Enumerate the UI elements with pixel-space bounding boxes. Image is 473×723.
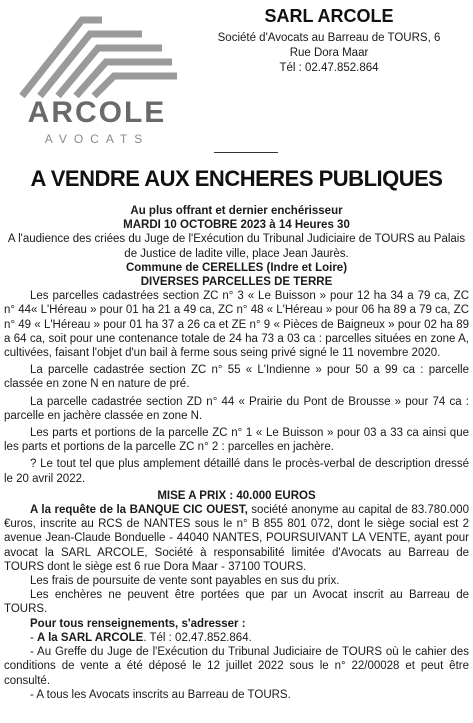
parcels-paragraph-4: Les parts et portions de la parcelle ZC n° 1 « Le Buisson » pour 03 a 33 ca ainsi que les parts et portions de la parcelle ZC n° 2 : parcelles en jachère. [4, 427, 469, 454]
info-item-lawyers: - A tous les Avocats inscrits au Barreau de TOURS. [30, 688, 291, 701]
request-details: société anonyme au capital de 83.780.000 €uros, inscrite au RCS de NANTES sous le n° B 855 801 072, dont le siège social est 2 avenue Jean-Claude Bonduelle - 44040 NANTES, POURSUIVANT LA VENTE, ayant pour avocat la SARL ARCOLE, Société à responsabilité limitée d'Avocats au Barreau de TOURS dont le siège est 6 rue Dora Maar - 37100 TOURS. [4, 504, 469, 573]
fees-paragraph: Les frais de poursuite de vente sont payables en sus du prix. [30, 575, 340, 588]
arcole-logo-mark [12, 8, 182, 98]
bids-paragraph: Les enchères ne peuvent être portées que par un Avocat inscrit au Barreau de TOURS. [4, 589, 469, 616]
notice-body [4, 204, 469, 702]
firm-phone: Tél : 02.47.852.864 [279, 62, 379, 74]
parcels-paragraph-2: La parcelle cadastrée section ZC n° 55 « L'Indienne » pour 50 a 99 ca : parcelle classée en zone N en nature de pré. [4, 364, 469, 391]
auction-venue: A l'audience des criées du Juge de l'Exécution du Tribunal Judiciaire de TOURS au Palais de Justice de ladite ville, place Jean Jaurès. [7, 233, 466, 260]
request-paragraph [4, 503, 469, 574]
notice-title: A VENDRE AUX ENCHERES PUBLIQUES [30, 166, 443, 191]
requesting-party: A la requête de la BANQUE CIC OUEST, [30, 504, 248, 517]
info-item-firm-phone: . Tél : 02.47.852.864. [143, 631, 252, 644]
parcels-paragraph-3: La parcelle cadastrée section ZD n° 44 « Prairie du Pont de Brousse » pour 74 ca : parcelle en jachère classée en zone N. [4, 395, 469, 422]
info-heading: Pour tous renseignements, s'adresser : [30, 617, 246, 630]
parcels-paragraph-5: ? Le tout tel que plus amplement détaillé dans le procès-verbal de description dressé le 20 avril 2022. [4, 458, 469, 485]
logo-wordmark: ARCOLE [27, 96, 167, 129]
firm-name: SARL ARCOLE [264, 6, 394, 26]
parcels-heading: DIVERSES PARCELLES DE TERRE [140, 276, 333, 289]
firm-address: Rue Dora Maar [289, 47, 369, 59]
info-item-firm [4, 631, 469, 645]
auction-date: MARDI 10 OCTOBRE 2023 à 14 Heures 30 [123, 219, 350, 232]
parcels-paragraph-1: Les parcelles cadastrées section ZC n° 3 « Le Buisson » pour 12 ha 34 a 79 ca, ZC n° 44« L'Héreau » pour 01 ha 21 a 49 ca, ZC n° 48 « L'Héreau » pour 06 ha 89 a 79 ca, ZC n° 49 « L'Héreau » pour 01 ha 37 a 26 ca et ZE n° 9 « Pièces de Baigneux » pour 02 ha 89 a 64 ca, soit pour une contenance totale de 24 ha 73 a 03 ca : parcelles situées en zone A, cultivées, faisant l'objet d'un bail à ferme sous seing privé signé le 11 novembre 2020. [4, 290, 469, 360]
commune-heading: Commune de CERELLES (Indre et Loire) [125, 261, 348, 274]
firm-description: Société d'Avocats au Barreau de TOURS, 6 [217, 32, 441, 44]
starting-price: MISE A PRIX : 40.000 EUROS [157, 489, 316, 502]
firm-contact-block [195, 4, 463, 76]
auction-terms: Au plus offrant et dernier enchérisseur [130, 205, 343, 217]
info-item-firm-name: A la SARL ARCOLE [37, 631, 144, 644]
info-item-registry: - Au Greffe du Juge de l'Exécution du Tribunal Judiciaire de TOURS où le cahier des conditions de vente a été déposé le 12 juillet 2022 sous le n° 22/00028 et peut être consulté. [4, 646, 469, 687]
arcole-logo [12, 8, 182, 148]
header-divider [214, 152, 278, 153]
info-item-bullet: - [30, 631, 38, 644]
logo-tagline: AVOCATS [44, 132, 150, 146]
